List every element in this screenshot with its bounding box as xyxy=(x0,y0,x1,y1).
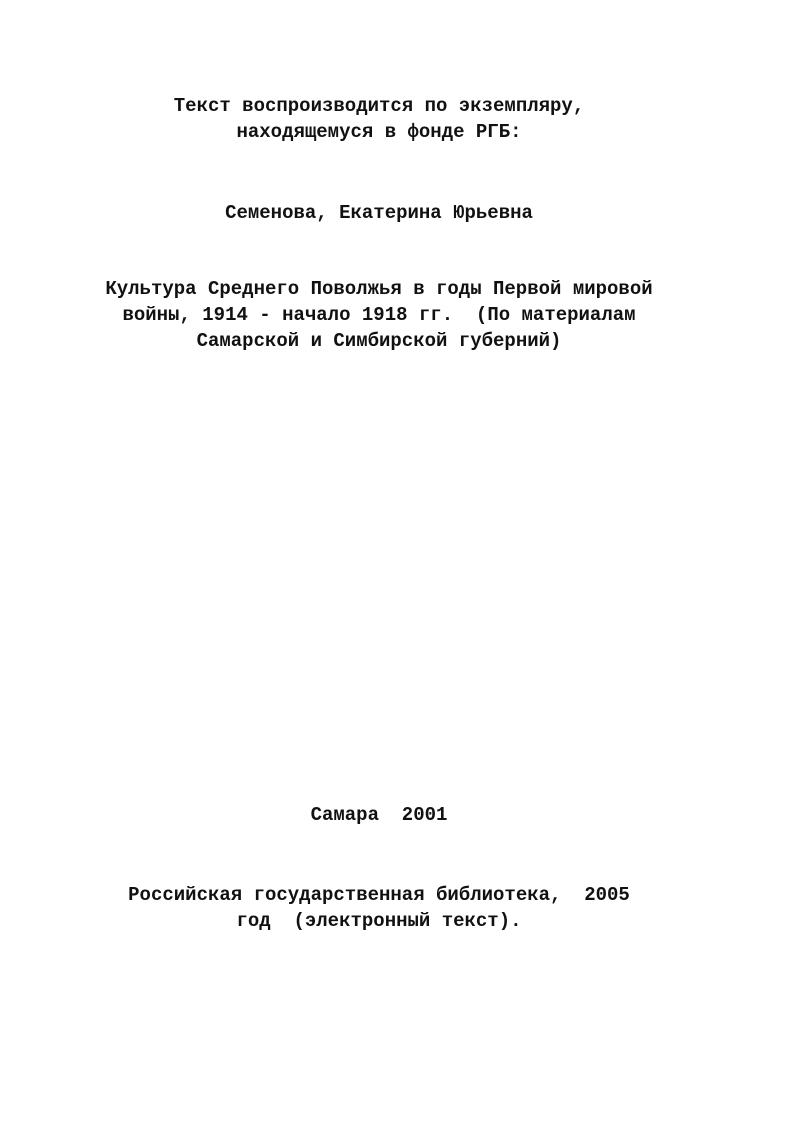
work-title-line-3: Самарской и Симбирской губерний) xyxy=(196,330,562,352)
library-footer xyxy=(0,882,758,934)
library-footer-line-1: Российская государственная библиотека, 2005 xyxy=(128,884,630,906)
work-title xyxy=(0,276,758,354)
publication-line: Самара 2001 xyxy=(310,804,448,826)
source-notice-line-1: Текст воспроизводится по экземпляру, xyxy=(173,95,585,117)
author-block xyxy=(0,200,758,226)
publication-place-year xyxy=(0,802,758,828)
source-notice-line-2: находящемуся в фонде РГБ: xyxy=(236,121,522,143)
author-name: Семенова, Екатерина Юрьевна xyxy=(225,202,533,224)
library-footer-line-2: год (электронный текст). xyxy=(236,910,522,932)
work-title-line-1: Культура Среднего Поволжья в годы Первой мировой xyxy=(105,278,653,300)
source-notice xyxy=(0,93,758,145)
work-title-line-2: войны, 1914 - начало 1918 гг. (По материалам xyxy=(122,304,636,326)
